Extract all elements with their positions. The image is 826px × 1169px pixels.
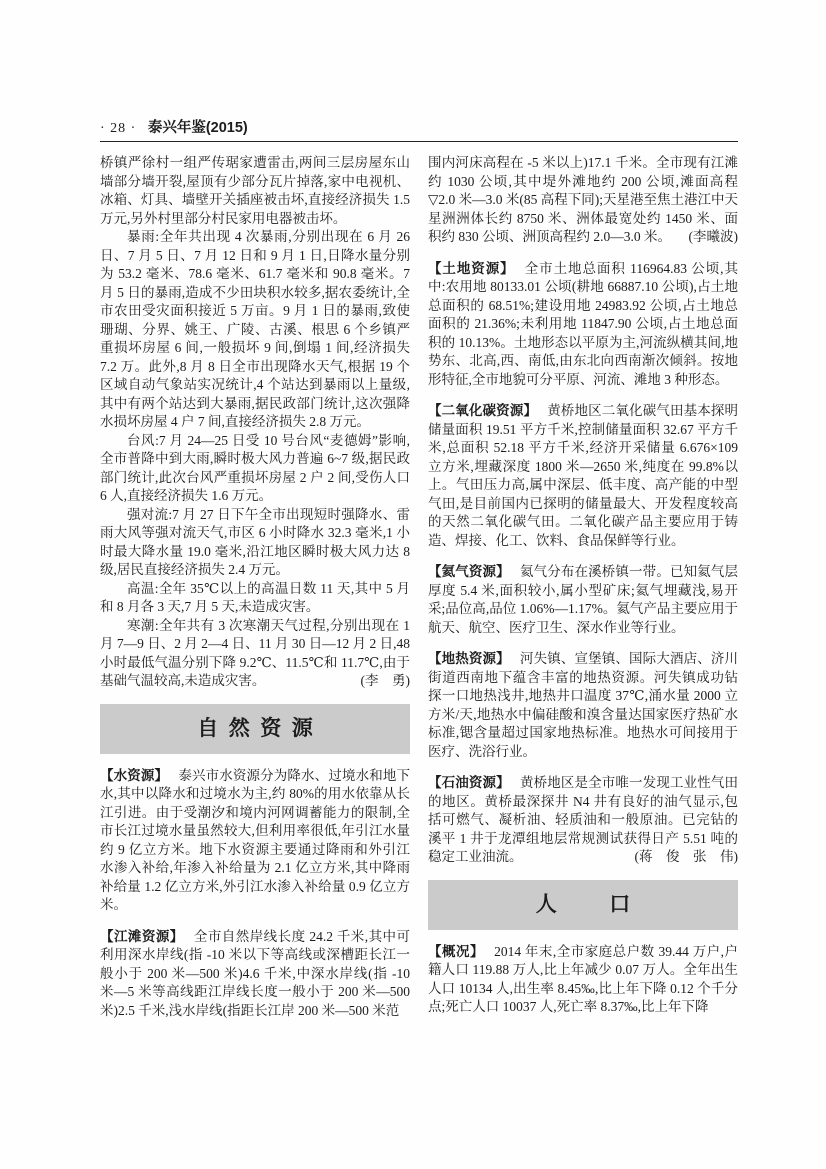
paragraph-text: :7 月 24—25 日受 10 号台风“麦德姆”影响,全市普降中到大雨,瞬时极大风力普遍 6~7 级,据民政部门统计,此次台风严重损坏房屋 2 户 2 间,受伤人口 6 人,直接经济损失 1.6 万元。: [100, 432, 411, 503]
entry-geothermal-resources: [428, 650, 738, 761]
paragraph-text: 全市土地总面积 116964.83 公顷,其中:农用地 80133.01 公顷(耕地 66887.10 公顷),占土地总面积的 68.51%;建设用地 24983.92 公顷,占土地总面积的 21.36%;未利用地 11847.90 公顷,占土地总面积的 10.13%。土地形态以平原为主,河流纵横其间,地势东、北高,西、南低,由东北向西南渐次倾斜。按地形特征,全市地貌可分平原、河流、滩地 3 种形态。: [428, 260, 738, 387]
entry-label: 【江滩资源】: [100, 928, 184, 944]
section-header-text: 自然资源: [197, 716, 324, 741]
entry-label: 【地热资源】: [428, 651, 510, 666]
entry-label: 【氦气资源】: [428, 564, 510, 579]
paragraph-text: :全年共出现 4 次暴雨,分别出现在 6 月 26 日、7 月 5 日、7 月 12 日和 9 月 1 日,日降水量分别为 53.2 毫米、78.6 毫米、61.7 毫米和 90.8 毫米。7 月 5 日的暴雨,造成不少田块积水较多,据农委统计,全市农田受灾面积接近 5 万亩。9 月 1 日的暴雨,致使珊瑚、分界、姚王、广陵、古溪、根思 6 个乡镇严重损坏房屋 6 间,一般损坏 9 间,倒塌 1 间,经济损失 7.2 万。此外,8 月 8 日全市出现降水天气,根据 19 个区域自动气象站实况统计,4 个站达到暴雨以上量级,其中有两个站达到大暴雨,据民政部门统计,这次强降水损坏房屋 4 户 7 间,直接经济损失 2.8 万元。: [100, 229, 410, 429]
paragraph-text: 泰兴市水资源分为降水、过境水和地下水,其中以降水和过境水为主,约 80%的用水依靠从长江引进。由于受潮汐和境内河网调蓄能力的限制,全市长江过境水量虽然较大,但利用率很低,年引江水量约 9 亿立方米。地下水资源主要通过降雨和外引江水渗入补给,年渗入补给量为 2.1 亿立方米,其中降雨补给量 1.2 亿立方米,外引江水渗入补给量 0.9 亿立方米。: [100, 767, 411, 912]
paragraph-text: 全市自然岸线长度 24.2 千米,其中可利用深水岸线(指 -10 米以下等高线或深槽距长江一般小于 200 米—500 米)4.6 千米,中深水岸线(指 -10 米—5 米等高线距江岸线长度一般小于 200 米—500 米)2.5 千米,浅水岸线(指距长江岸 200 米—500 米范: [100, 928, 410, 1018]
paragraph-riverbank-continuation: [428, 154, 738, 247]
author-attribution: (李曦波): [688, 229, 738, 244]
entry-label: 【概况】: [428, 943, 484, 959]
run-label-convection: 强对流: [127, 506, 169, 522]
entry-label: 【二氧化碳资源】: [428, 403, 538, 418]
section-header-text: 人口: [535, 892, 683, 917]
section-header-population: [428, 880, 738, 930]
paragraph-text: :全年 35℃以上的高温日数 11 天,其中 5 月和 8 月各 3 天,7 月 5 天,未造成灾害。: [100, 580, 411, 614]
paragraph-text: :全年共有 3 次寒潮天气过程,分别出现在 1 月 7—9 日、2 月 2—4 日、11 月 30 日—12 月 2 日,48 小时最低气温分别下降 9.2℃、11.5℃和 11.7℃,由于基础气温较高,未造成灾害。: [100, 617, 410, 688]
run-label-typhoon: 台风: [127, 432, 156, 448]
left-column: [100, 154, 410, 1020]
paragraph-text: 桥镇严徐村一组严传琚家遭雷击,两间三层房屋东山墙部分墙开裂,屋顶有少部分瓦片掉落,家中电视机、冰箱、灯具、墙壁开关插座被击坏,直接经济损失 1.5 万元,另外村里部分村民家用电器被击坏。: [100, 155, 410, 226]
paragraph-cold-wave: [100, 617, 410, 691]
right-column: [428, 154, 738, 1020]
run-label-high-temp: 高温: [127, 580, 155, 596]
two-column-body: [100, 154, 738, 1020]
entry-water-resources: [100, 767, 410, 915]
entry-label: 【水资源】: [100, 767, 169, 783]
run-label-cold-wave: 寒潮: [127, 617, 155, 633]
page-content: [100, 116, 738, 1020]
author-attribution: (李 勇): [360, 673, 410, 688]
paragraph-convection: [100, 506, 410, 580]
entry-co2-resources: [428, 402, 738, 550]
header-rule: [100, 141, 738, 142]
paragraph-text: 围内河床高程在 -5 米以上)17.1 千米。全市现有江滩约 1030 公顷,其中堤外滩地约 200 公顷,滩面高程▽2.0 米—3.0 米(85 高程下同);天星港至焦土港江中天星洲洲体长约 8750 米、洲体最宽处约 1450 米、面积约 830 公顷、洲顶高程约 2.0—3.0 米。: [428, 155, 738, 244]
run-label-rainstorm: 暴雨: [127, 229, 156, 244]
paragraph-typhoon: [100, 432, 410, 506]
paragraph-text: 河失镇、宣堡镇、国际大酒店、济川街道西南地下蕴含丰富的地热资源。河失镇成功钻探一口地热浅井,地热井口温度 37℃,涌水量 2000 立方米/天,地热水中偏硅酸和溴含量达国家医疗热矿水标准,锶含量超过国家地热标准。地热水可间接用于医疗、洗浴行业。: [428, 651, 739, 759]
paragraph-text: 2014 年末,全市家庭总户数 39.44 万户,户籍人口 119.88 万人,比上年减少 0.07 万人。全年出生人口 10134 人,出生率 8.45‰,比上年下降 0.12 个千分点;死亡人口 10037 人,死亡率 8.37‰,比上年下降: [428, 943, 739, 1014]
book-title: 泰兴年鉴(2015): [147, 120, 248, 136]
entry-helium-resources: [428, 563, 738, 637]
paragraph-text: 氦气分布在溪桥镇一带。已知氦气层厚度 5.4 米,面积较小,属小型矿床;氦气埋藏浅,易开采;品位高,品位 1.06%—1.17%。氦气产品主要应用于航天、航空、医疗卫生、深水作业等行业。: [428, 564, 739, 635]
entry-petroleum-resources: [428, 774, 738, 867]
paragraph-text: 黄桥地区二氧化碳气田基本探明储量面积 19.51 平方千米,控制储量面积 32.67 平方千米,总面积 52.18 平方千米,经济开采储量 6.676×109 立方米,埋藏深度 1800 米—2650 米,纯度在 99.8%以上。气田压力高,属中深层、低丰度、高产能的中型气田,是目前国内已探明的储量最大、开发程度较高的天然二氧化碳气田。二氧化碳产品主要应用于铸造、焊接、化工、饮料、食品保鲜等行业。: [428, 403, 739, 548]
paragraph-high-temp: [100, 580, 410, 617]
entry-land-resources: [428, 260, 738, 390]
paragraph-rainstorm: [100, 228, 410, 432]
entry-riverbank-resources: [100, 928, 410, 1021]
page-number: · 28 ·: [100, 121, 137, 136]
entry-label: 【石油资源】: [428, 775, 510, 790]
page-header: [100, 116, 738, 136]
section-header-natural-resources: [100, 704, 410, 754]
paragraph-lightning-continuation: [100, 154, 410, 228]
entry-overview: [428, 943, 738, 1017]
paragraph-text: 黄桥地区是全市唯一发现工业性气田的地区。黄桥最深探井 N4 井有良好的油气显示,包括可燃气、凝析油、轻质油和一般原油。已完钻的溪平 1 井于龙潭组地层常规测试获得日产 5.51 吨的稳定工业油流。: [428, 775, 739, 864]
entry-label: 【土地资源】: [428, 260, 515, 276]
paragraph-text: :7 月 27 日下午全市出现短时强降水、雷雨大风等强对流天气,市区 6 小时降水 32.3 毫米,1 小时最大降水量 19.0 毫米,沿江地区瞬时极大风力达 8 级,居民直接经济损失 2.4 万元。: [100, 506, 410, 577]
author-attribution: (蒋 俊 张 伟): [634, 849, 738, 864]
